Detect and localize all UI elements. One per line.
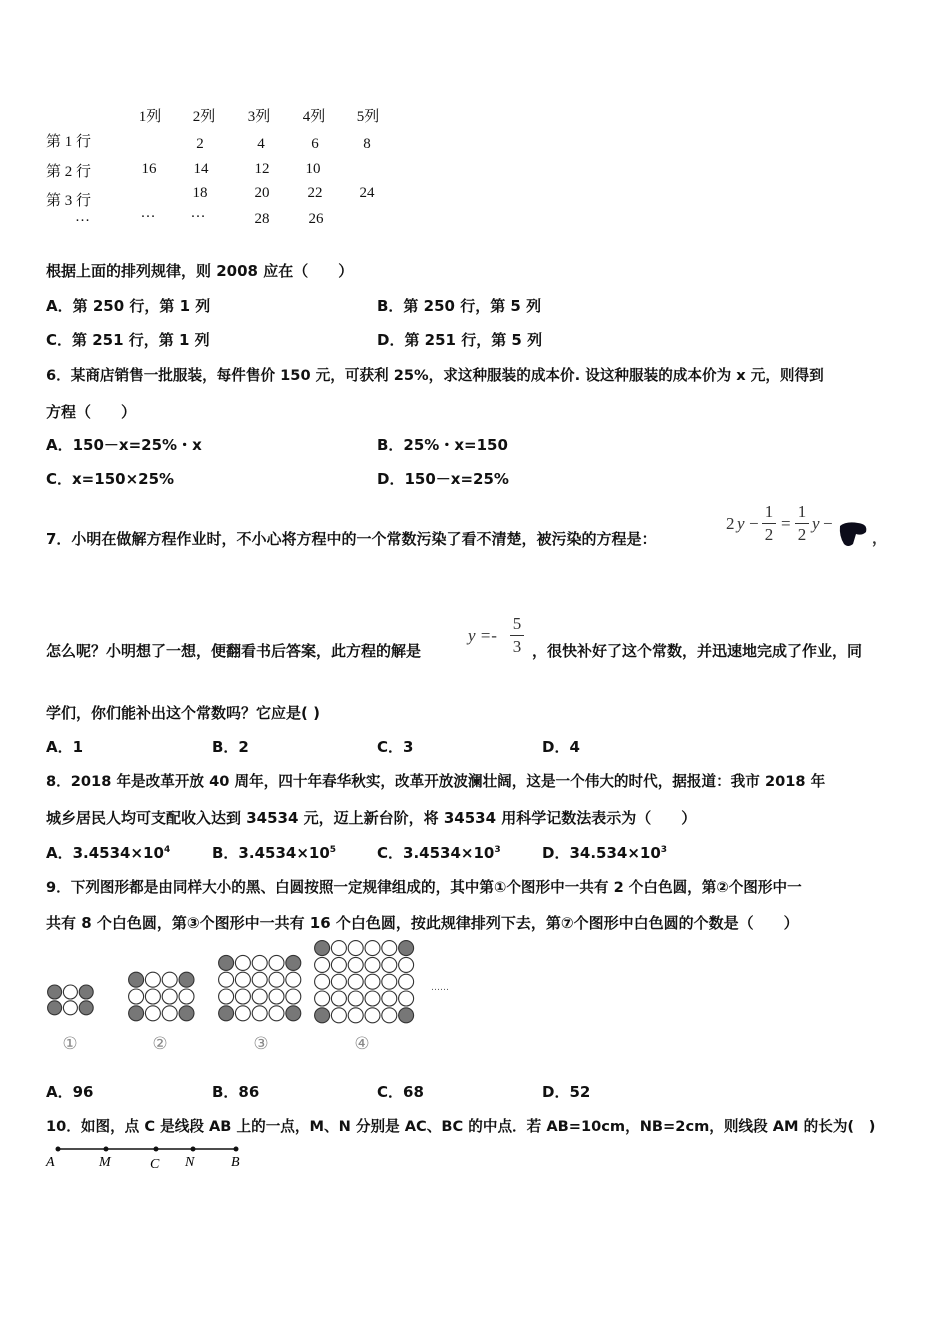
table-cell: 18 (192, 185, 208, 201)
table-cell: 14 (193, 161, 209, 177)
question-6-stem-cont: 方程（ ） (46, 403, 137, 421)
figure-label: ③ (253, 1034, 269, 1054)
black-circle (79, 1001, 93, 1015)
white-circle (382, 991, 397, 1006)
point-b (234, 1147, 239, 1152)
white-circle (315, 957, 330, 972)
white-circle (162, 989, 177, 1004)
question-7-stem-cont-b: ，很快补好了这个常数，并迅速地完成了作业，同 (532, 642, 863, 660)
point-c (154, 1147, 159, 1152)
table-cell: 8 (363, 136, 371, 152)
white-circle (399, 974, 414, 989)
white-circle (365, 941, 380, 956)
q5-option-d: D．第 251 行，第 5 列 (377, 331, 543, 349)
q8-option-c: C．$3.4534\times 10^3$ (377, 844, 501, 862)
q9-option-a: A．96 (46, 1083, 94, 1101)
table-cell: 28 (254, 211, 270, 227)
white-circle (331, 1008, 346, 1023)
point-m (104, 1147, 109, 1152)
black-circle (219, 955, 234, 970)
circle-figure (48, 985, 94, 1015)
white-circle (235, 972, 250, 987)
white-circle (162, 972, 177, 987)
question-8-stem-cont: 城乡居民人均可支配收入达到 34534 元，迈上新台阶，将 34534 用科学记数法表示为（ ） (46, 809, 697, 827)
row-label: 第 2 行 (46, 164, 92, 180)
point-label: C (150, 1157, 160, 1172)
q9-option-b: B．86 (212, 1083, 260, 1101)
point-label: A (46, 1155, 55, 1170)
white-circle (382, 957, 397, 972)
black-circle (179, 1006, 194, 1021)
q6-option-a: A．150－x=25%・x (46, 436, 202, 454)
white-circle (63, 985, 77, 999)
black-circle (286, 955, 301, 970)
table-cell: 20 (254, 185, 270, 201)
circle-figure (315, 941, 414, 1023)
black-circle (399, 1008, 414, 1023)
white-circle (286, 972, 301, 987)
white-circle (145, 972, 160, 987)
q5-option-a: A．第 250 行，第 1 列 (46, 297, 211, 315)
white-circle (365, 974, 380, 989)
col-header: 3列 (247, 109, 271, 125)
white-circle (315, 991, 330, 1006)
white-circle (399, 991, 414, 1006)
white-circle (219, 989, 234, 1004)
point-n (191, 1147, 196, 1152)
white-circle (252, 972, 267, 987)
point-label: N (185, 1155, 195, 1170)
white-circle (269, 972, 284, 987)
white-circle (252, 989, 267, 1004)
figure-label: ① (62, 1034, 78, 1054)
white-circle (382, 941, 397, 956)
q7-option-a: A．1 (46, 738, 84, 756)
q6-option-d: D．150－x=25% (377, 470, 509, 488)
question-9-stem-cont: 共有 8 个白色圆，第③个图形中一共有 16 个白色圆，按此规律排列下去，第⑦个图形中白色圆的个数是（ ） (46, 914, 799, 932)
table-cell: 22 (307, 185, 323, 201)
polluted-equation: 2 y − 1 2 = 1 2 y − ， (720, 500, 890, 560)
q7-option-c: C．3 (377, 738, 414, 756)
q6-option-c: C．x=150×25% (46, 470, 175, 488)
white-circle (252, 1006, 267, 1021)
table-cell: … (140, 205, 156, 221)
white-circle (331, 957, 346, 972)
black-circle (399, 941, 414, 956)
white-circle (179, 989, 194, 1004)
white-circle (365, 1008, 380, 1023)
fraction: 1 2 (762, 502, 776, 545)
segment-diagram (40, 1142, 255, 1172)
circle-pattern-figures (40, 940, 470, 1058)
white-circle (399, 957, 414, 972)
black-circle (129, 1006, 144, 1021)
table-cell: 2 (196, 136, 204, 152)
row-label: 第 3 行 (46, 193, 92, 209)
table-cell: 24 (359, 185, 375, 201)
q9-option-d: D．52 (542, 1083, 591, 1101)
white-circle (219, 972, 234, 987)
circle-figure (129, 972, 194, 1021)
black-circle (129, 972, 144, 987)
figure-ellipsis: …… (431, 983, 449, 993)
white-circle (382, 1008, 397, 1023)
question-6-stem: 6．某商店销售一批服装，每件售价 150 元，可获利 25%，求这种服装的成本价. 设这种服装的成本价为 x 元，则得到 (46, 367, 824, 384)
black-circle (179, 972, 194, 987)
row-label: … (75, 209, 90, 225)
white-circle (348, 941, 363, 956)
white-circle (145, 989, 160, 1004)
col-header: 1列 (138, 109, 162, 125)
point-label: M (99, 1155, 111, 1170)
table-cell: 10 (305, 161, 321, 177)
white-circle (129, 989, 144, 1004)
black-circle (48, 1001, 62, 1015)
white-circle (348, 991, 363, 1006)
white-circle (331, 991, 346, 1006)
q5-option-b: B．第 250 行，第 5 列 (377, 297, 542, 315)
q8-option-b: B．$3.4534\times 10^5$ (212, 844, 337, 862)
question-7-stem: 7．小明在做解方程作业时，不小心将方程中的一个常数污染了看不清楚，被污染的方程是： (46, 530, 657, 548)
question-5-stem: 根据上面的排列规律，则 2008 应在（ ） (46, 262, 354, 280)
table-cell: 16 (141, 161, 157, 177)
question-7-stem-end: 学们，你们能补出这个常数吗？它应是( ) (46, 704, 320, 722)
black-circle (79, 985, 93, 999)
q7-option-d: D．4 (542, 738, 580, 756)
question-8-stem: 8．2018 年是改革开放 40 周年，四十年春华秋实，改革开放波澜壮阔，这是一个伟大的时代，据报道：我市 2018 年 (46, 773, 826, 790)
black-circle (315, 941, 330, 956)
white-circle (348, 957, 363, 972)
figure-label: ④ (354, 1034, 370, 1054)
point-a (56, 1147, 61, 1152)
white-circle (348, 974, 363, 989)
white-circle (269, 1006, 284, 1021)
black-circle (286, 1006, 301, 1021)
col-header: 4列 (302, 109, 326, 125)
q8-option-a: A．$3.4534\times 10^4$ (46, 844, 171, 862)
question-10-stem: 10．如图，点 C 是线段 AB 上的一点，M、N 分别是 AC、BC 的中点．若 AB=10cm，NB=2cm，则线段 AM 的长为( ) (46, 1118, 876, 1135)
black-circle (315, 1008, 330, 1023)
q7-option-b: B．2 (212, 738, 249, 756)
white-circle (286, 989, 301, 1004)
white-circle (365, 991, 380, 1006)
white-circle (63, 1001, 77, 1015)
table-cell: 12 (254, 161, 270, 177)
col-header: 5列 (356, 109, 380, 125)
white-circle (331, 974, 346, 989)
white-circle (252, 955, 267, 970)
point-label: B (231, 1155, 240, 1170)
white-circle (269, 989, 284, 1004)
table-cell: 26 (308, 211, 324, 227)
black-circle (219, 1006, 234, 1021)
fraction: 5 3 (510, 614, 524, 657)
question-7-stem-cont: 怎么呢？小明想了一想，便翻看书后答案，此方程的解是 (46, 642, 422, 660)
black-circle (48, 985, 62, 999)
q5-option-c: C．第 251 行，第 1 列 (46, 331, 210, 349)
white-circle (145, 1006, 160, 1021)
ink-blot-icon (836, 520, 870, 550)
white-circle (348, 1008, 363, 1023)
white-circle (365, 957, 380, 972)
circle-figure (219, 955, 301, 1020)
white-circle (162, 1006, 177, 1021)
white-circle (269, 955, 284, 970)
col-header: 2列 (192, 109, 216, 125)
q9-option-c: C．68 (377, 1083, 424, 1101)
solution-value: y =- 5 3 (468, 612, 532, 664)
q6-option-b: B．25%・x=150 (377, 436, 508, 454)
white-circle (235, 1006, 250, 1021)
table-cell: 6 (311, 136, 319, 152)
table-cell: … (190, 205, 206, 221)
figure-label: ② (152, 1034, 168, 1054)
q8-option-d: D．$34.534\times 10^3$ (542, 844, 668, 862)
white-circle (331, 941, 346, 956)
row-label: 第 1 行 (46, 134, 92, 150)
white-circle (315, 974, 330, 989)
white-circle (235, 955, 250, 970)
white-circle (235, 989, 250, 1004)
fraction: 1 2 (795, 502, 809, 545)
table-cell: 4 (257, 136, 265, 152)
question-9-stem: 9．下列图形都是由同样大小的黑、白圆按照一定规律组成的，其中第①个图形中一共有 2 个白色圆，第②个图形中一 (46, 879, 802, 896)
white-circle (382, 974, 397, 989)
